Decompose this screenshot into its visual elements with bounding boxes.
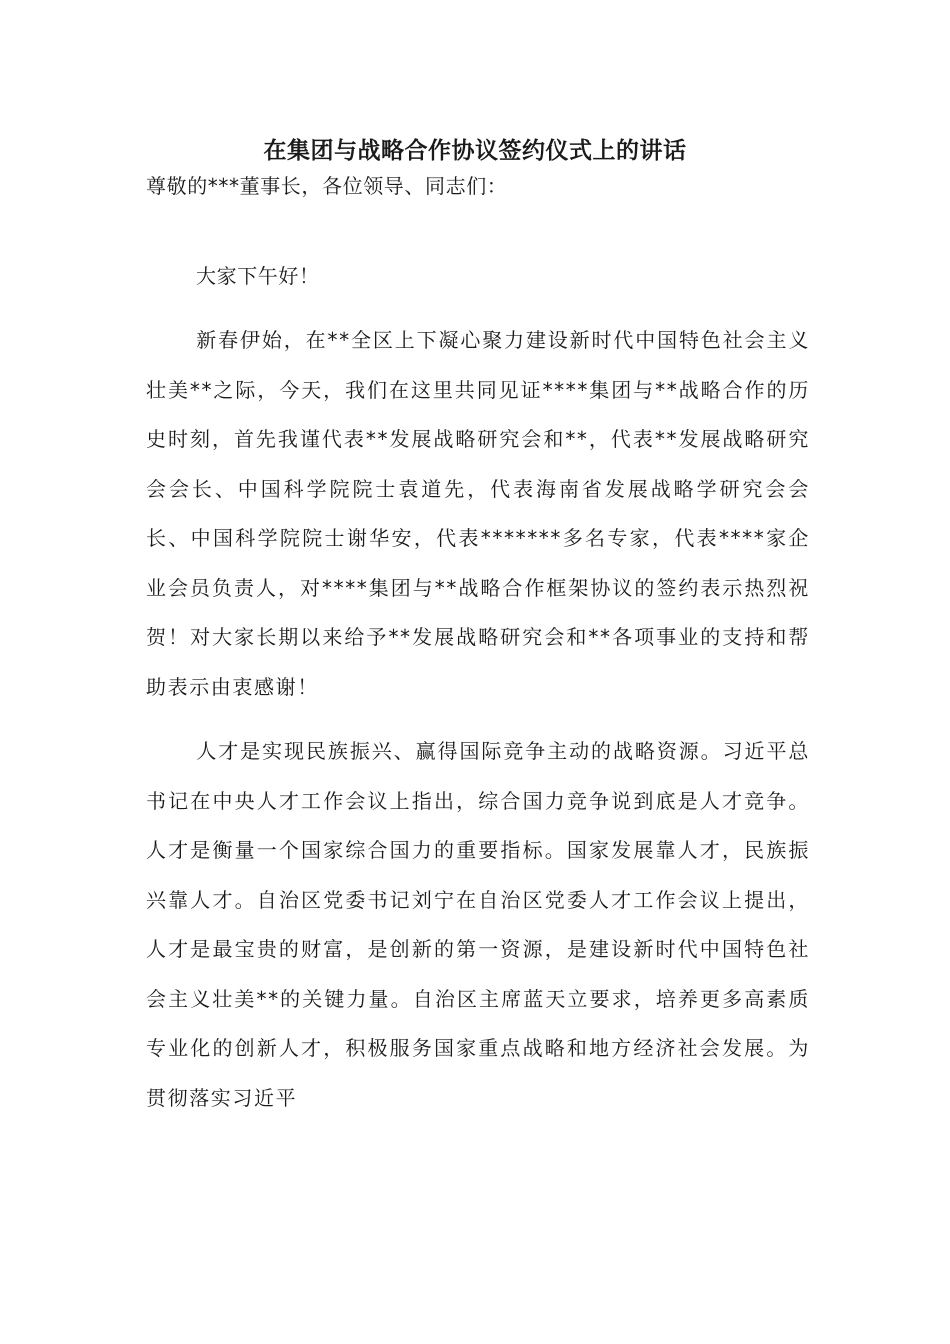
document-title: 在集团与战略合作协议签约仪式上的讲话 [263, 138, 687, 164]
greeting: 大家下午好！ [196, 264, 320, 288]
paragraph-2 [146, 727, 810, 1123]
paragraph-1 [146, 316, 810, 712]
paragraph-1-text: 新春伊始，在**全区上下凝心聚力建设新时代中国特色社会主义壮美**之际，今天，我们在这里共同见证****集团与**战略合作的历史时刻，首先我谨代表**发展战略研究会和**，代表**发展战略研究会会长、中国科学院院士袁道先，代表海南省发展战略学研究会会长、中国科学院院士谢华安，代表*******多名专家，代表****家企业会员负责人，对****集团与**战略合作框架协议的签约表示热烈祝贺！对大家长期以来给予**发展战略研究会和**各项事业的支持和帮助表示由衷感谢！ [146, 328, 810, 699]
salutation: 尊敬的***董事长，各位领导、同志们： [146, 174, 508, 198]
paragraph-2-text: 人才是实现民族振兴、赢得国际竞争主动的战略资源。习近平总书记在中央人才工作会议上指出，综合国力竞争说到底是人才竞争。人才是衡量一个国家综合国力的重要指标。国家发展靠人才，民族振兴靠人才。自治区党委书记刘宁在自治区党委人才工作会议上提出，人才是最宝贵的财富，是创新的第一资源，是建设新时代中国特色社会主义壮美**的关键力量。自治区主席蓝天立要求，培养更多高素质专业化的创新人才，积极服务国家重点战略和地方经济社会发展。为贯彻落实习近平 [146, 739, 810, 1110]
